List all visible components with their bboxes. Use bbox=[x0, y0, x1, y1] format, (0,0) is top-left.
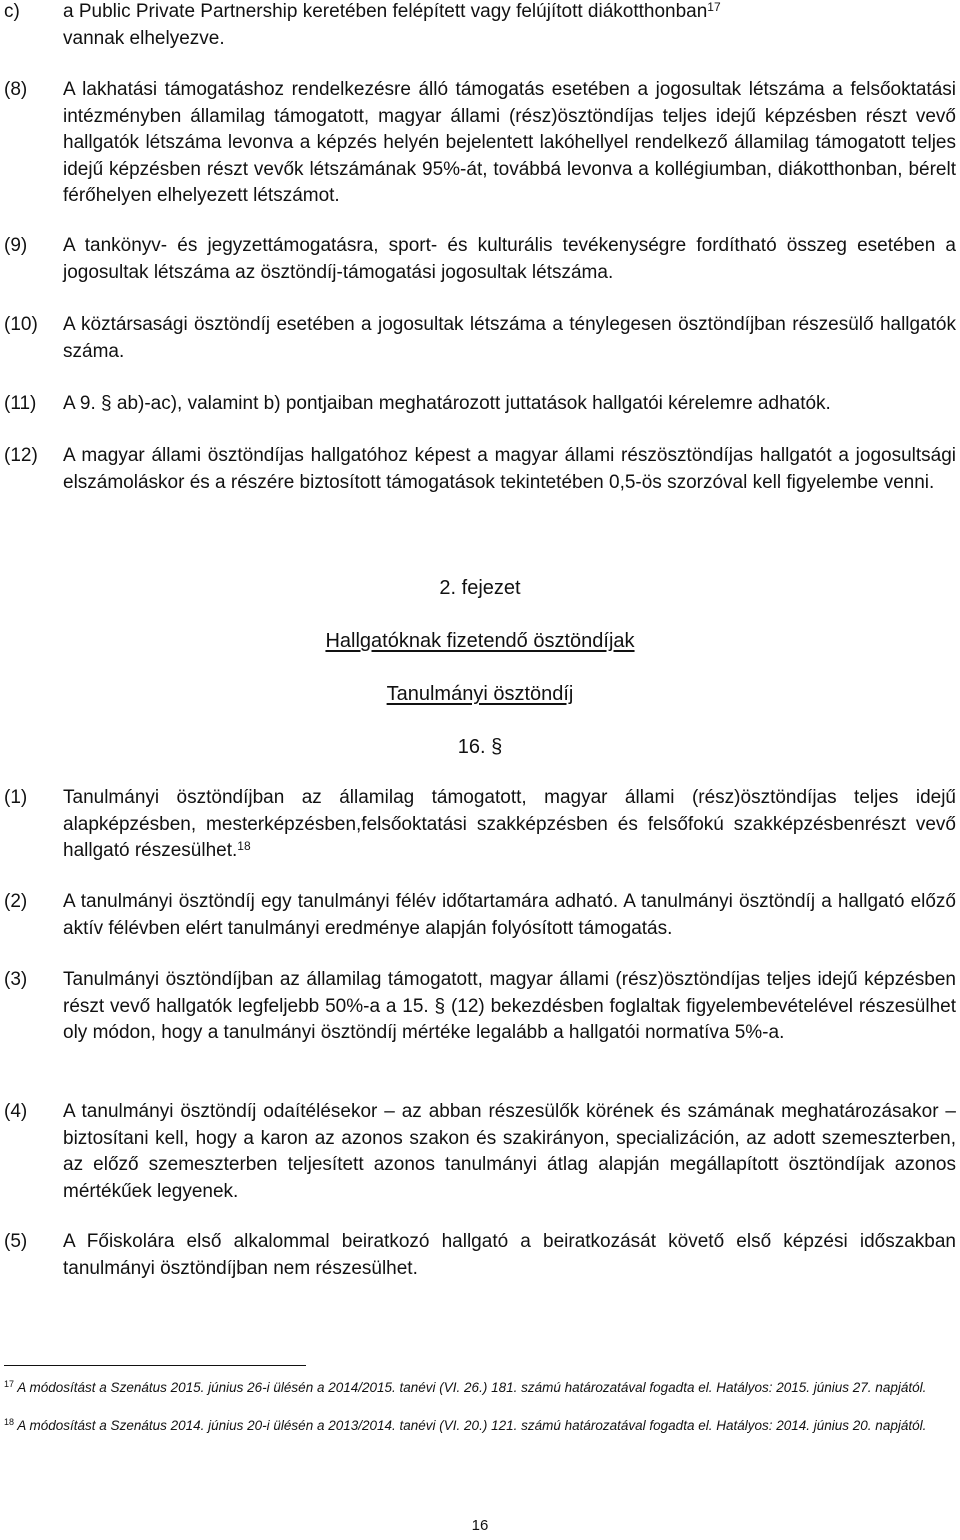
paragraph-number: (5) bbox=[4, 1231, 28, 1252]
chapter-number: 2. fejezet bbox=[439, 577, 521, 599]
paragraph-number: (1) bbox=[4, 787, 28, 808]
paragraph-number: (4) bbox=[4, 1101, 28, 1122]
section16-paragraph-5 bbox=[0, 1229, 956, 1282]
paragraph-text: A magyar állami ösztöndíjas hallgatóhoz képest a magyar állami részösztöndíjas hallgatót a jogosultsági elszámoláskor és a részére biztosított támogatások tekintetében 0,5-ös szorzóval kell figyelembe venni. bbox=[63, 445, 956, 493]
section16-paragraph-2 bbox=[0, 889, 956, 942]
paragraph-8 bbox=[0, 77, 956, 210]
footnote-text: A módosítást a Szenátus 2015. június 26-i ülésén a 2014/2015. tanévi (VI. 26.) 181. számú határozatával fogadta el. Hatályos: 2015. június 27. napjától. bbox=[17, 1380, 927, 1395]
paragraph-number: (2) bbox=[4, 891, 28, 912]
paragraph-number: (11) bbox=[4, 393, 37, 414]
footnote-18 bbox=[4, 1417, 956, 1435]
item-text: a Public Private Partnership keretében felépített vagy felújított diákotthonban$^{17}$ vannak elhelyezve. bbox=[63, 0, 721, 49]
footnote-number: 18 bbox=[4, 1417, 15, 1427]
list-item-c bbox=[0, 0, 956, 52]
paragraph-number: (9) bbox=[4, 235, 28, 256]
paragraph-number: (3) bbox=[4, 969, 28, 990]
paragraph-text: A tankönyv- és jegyzettámogatásra, sport- és kulturális tevékenységre fordítható összeg esetében a jogosultak létszáma az ösztöndíj-támogatási jogosultak létszáma. bbox=[63, 235, 956, 283]
paragraph-number: (10) bbox=[4, 314, 38, 335]
paragraph-text: A köztársasági ösztöndíj esetében a jogosultak létszáma a ténylegesen ösztöndíjban részesülő hallgatók száma. bbox=[63, 314, 956, 362]
section-number: 16. § bbox=[457, 736, 503, 758]
footnote-text: A módosítást a Szenátus 2014. június 20-i ülésén a 2013/2014. tanévi (VI. 20.) 121. számú határozatával fogadta el. Hatályos: 2014. június 20. napjától. bbox=[17, 1418, 927, 1433]
paragraph-10 bbox=[0, 312, 956, 365]
paragraph-9 bbox=[0, 233, 956, 286]
paragraph-12 bbox=[0, 443, 956, 496]
paragraph-text: A Főiskolára első alkalommal beiratkozó hallgató a beiratkozását követő első képzési időszakban tanulmányi ösztöndíjban nem részesülhet. bbox=[63, 1231, 956, 1279]
footnote-ref[interactable]: 17 bbox=[707, 0, 721, 14]
paragraph-text: Tanulmányi ösztöndíjban az államilag támogatott, magyar állami (rész)ösztöndíjas teljes idejű képzésben részt vevő hallgatók legfeljebb 50%-a a 15. § (12) bekezdésben foglaltak figyelembevételével részesülhet oly módon, hogy a tanulmányi ösztöndíj mértéke legalább a hallgatói normatíva 5%-a. bbox=[63, 969, 956, 1043]
footnote-ref[interactable]: 18 bbox=[237, 839, 251, 853]
chapter-title: Hallgatóknak fizetendő ösztöndíjak bbox=[325, 630, 635, 652]
paragraph-11 bbox=[0, 391, 956, 418]
footnote-number: 17 bbox=[4, 1379, 15, 1389]
footnote-divider bbox=[4, 1365, 306, 1366]
paragraph-text: A tanulmányi ösztöndíj egy tanulmányi félév időtartamára adható. A tanulmányi ösztöndíj a hallgató előző aktív félévben elért tanulmányi eredménye alapján folyósított támogatás. bbox=[63, 891, 956, 939]
paragraph-text: A tanulmányi ösztöndíj odaítélésekor – az abban részesülők körének és számának meghatározásakor – biztosítani kell, hogy a karon az azonos szakon és szakirányon, specializáción, az adott szemeszterben, az előző szemeszterben teljesített azonos tanulmányi átlag alapján megállapított ösztöndíjak azonos mértékűek legyenek. bbox=[63, 1101, 956, 1202]
paragraph-text: A 9. § ab)-ac), valamint b) pontjaiban meghatározott juttatások hallgatói kérelemre adhatók. bbox=[63, 393, 831, 414]
paragraph-text: Tanulmányi ösztöndíjban az államilag támogatott, magyar állami (rész)ösztöndíjas teljes idejű alapképzésben, mesterképzésben,felsőoktatási szakképzésben és felsőfokú szakképzésbenrészt vevő hallgató részesülhet.$^{18}$ bbox=[63, 787, 956, 861]
page-number: 16 bbox=[471, 1517, 489, 1534]
section-subtitle: Tanulmányi ösztöndíj bbox=[386, 683, 574, 705]
item-label: c) bbox=[4, 1, 20, 22]
paragraph-number: (12) bbox=[4, 445, 38, 466]
paragraph-text: A lakhatási támogatáshoz rendelkezésre álló támogatás esetében a jogosultak létszáma a felsőoktatási intézményben államilag támogatott, magyar állami (rész)ösztöndíjas teljes idejű képzésben részt vevő hallgatók létszáma levonva a képzés helyén bejelentett lakóhellyel rendelkező államilag támogatott teljes idejű képzésben részt vevők létszámának 95%-át, továbbá levonva a kollégiumban, diákotthonban, bérelt férőhelyen elhelyezett létszámot. bbox=[63, 79, 956, 206]
section16-paragraph-4 bbox=[0, 1099, 956, 1205]
section16-paragraph-1 bbox=[0, 785, 956, 865]
section16-paragraph-3 bbox=[0, 967, 956, 1047]
footnote-17 bbox=[4, 1379, 956, 1397]
paragraph-number: (8) bbox=[4, 79, 28, 100]
